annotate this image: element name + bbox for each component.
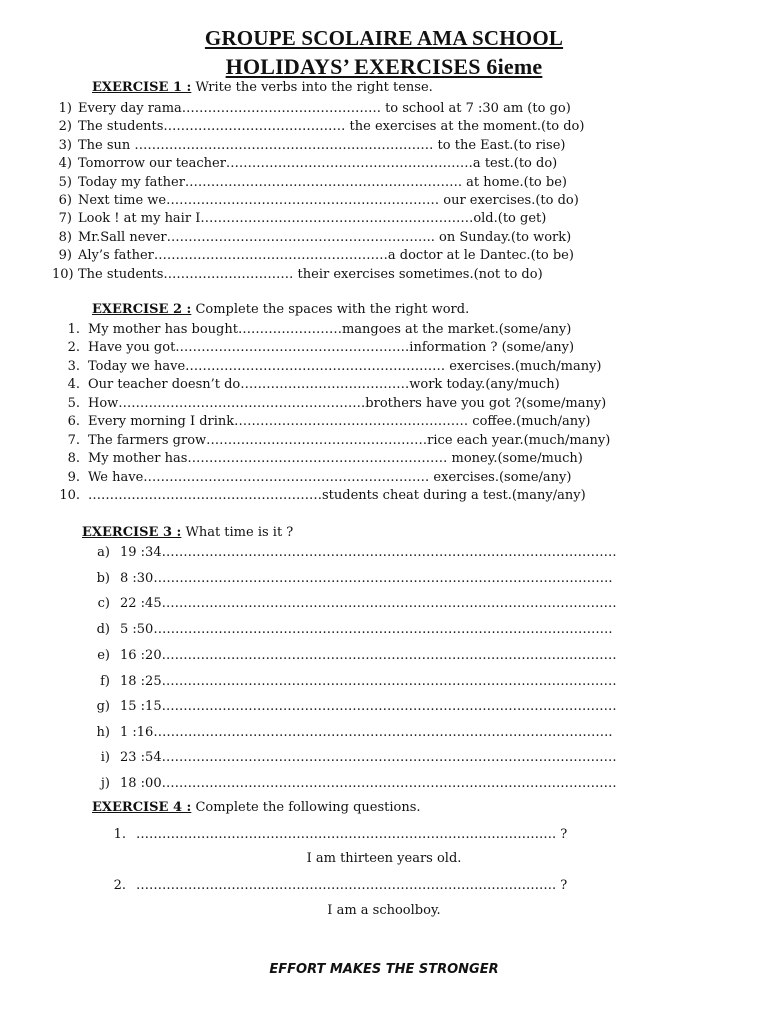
exercise-1-item: 2) The students…………………………………… the exercises at the moment.(to do): [58, 119, 585, 134]
exercise-3-item: h) 1 :16…………………………………………………………………………………………….: [96, 725, 613, 740]
exercise-2-item: 5. How…………………………………………………brothers have you got ?(some/many): [67, 396, 607, 411]
exercise-3-item: i) 23 :54……………………………………………………………………………………………: [100, 750, 617, 765]
exercise-4-question: 2. ……………………………………………………………………………………. ?: [113, 878, 568, 893]
school-name: GROUPE SCOLAIRE AMA SCHOOL: [204, 26, 564, 50]
exercise-1-item: 7) Look ! at my hair I………………………………………………………old.(to get): [58, 211, 547, 226]
exercise-1-item: 6) Next time we……………………………………………………… our exercises.(to do): [58, 193, 579, 208]
exercise-2-item: 3. Today we have…………………………………………………… exercises.(much/many): [67, 359, 602, 374]
worksheet-title: HOLIDAYS’ EXERCISES 6ieme: [225, 54, 543, 79]
footer-motto: EFFORT MAKES THE STRONGER: [269, 962, 499, 977]
exercise-1-instruction: Write the verbs into the right tense.: [191, 80, 433, 95]
exercise-4-instruction: Complete the following questions.: [191, 800, 421, 815]
exercise-3-item: c) 22 :45……………………………………………………………………………………………: [97, 596, 617, 611]
exercise-3-item: f) 18 :25……………………………………………………………………………………………: [100, 674, 617, 689]
exercise-4-answer: I am thirteen years old.: [306, 851, 462, 866]
exercise-2-item: 7. The farmers grow……………………………………………rice each year.(much/many): [67, 433, 611, 448]
exercise-1-item: 9) Aly’s father………………………………………………a doctor at le Dantec.(to be): [58, 248, 574, 263]
exercise-1-item: 10) The students………………………… their exercises sometimes.(not to do): [52, 267, 543, 282]
exercise-4-heading: [92, 800, 421, 815]
exercise-3-item: d) 5 :50…………………………………………………………………………………………….: [96, 622, 613, 637]
exercise-2-item: 10. ………………………………………………students cheat during a test.(many/any): [59, 488, 586, 503]
exercise-3-item: b) 8 :30…………………………………………………………………………………………….: [96, 571, 613, 586]
exercise-1-item: 1) Every day rama………………………………………. to school at 7 :30 am (to go): [58, 101, 571, 116]
exercise-2-item: 2. Have you got………………………………………………information ? (some/any): [67, 340, 575, 355]
exercise-4-answer: I am a schoolboy.: [327, 903, 441, 918]
exercise-1-item: 8) Mr.Sall never…………………………………………………….. on Sunday.(to work): [58, 230, 572, 245]
exercise-1-item: 5) Today my father………………………………………………………. at home.(to be): [58, 175, 567, 190]
exercise-2-item: 4. Our teacher doesn’t do…………………………………work today.(any/much): [67, 377, 560, 392]
exercise-4-question: 1. ……………………………………………………………………………………. ?: [113, 827, 568, 842]
exercise-2-item: 6. Every morning I drink……………………………………………… coffee.(much/any): [67, 414, 591, 429]
exercise-2-item: 8. My mother has…………………………………………………… money.(some/much): [67, 451, 583, 466]
exercise-4-label: EXERCISE 4 :: [92, 800, 192, 815]
exercise-3-label: EXERCISE 3 :: [82, 525, 182, 540]
exercise-3-item: a) 19 :34……………………………………………………………………………………………: [97, 545, 617, 560]
exercise-1-label: EXERCISE 1 :: [92, 80, 192, 95]
exercise-3-item: e) 16 :20……………………………………………………………………………………………: [97, 648, 617, 663]
exercise-3-item: g) 15 :15……………………………………………………………………………………………: [96, 699, 617, 714]
exercise-2-item: 9. We have………………………………………………………… exercises.(some/any): [67, 470, 572, 485]
exercise-1-heading: [92, 80, 433, 95]
exercise-3-heading: [82, 525, 293, 540]
exercise-1-item: 3) The sun …………………………………………………………… to the East.(to rise): [58, 138, 566, 153]
exercise-2-label: EXERCISE 2 :: [92, 302, 192, 317]
exercise-3-item: j) 18 :00……………………………………………………………………………………………: [100, 776, 617, 791]
exercise-3-instruction: What time is it ?: [181, 525, 294, 540]
exercise-1-item: 4) Tomorrow our teacher…………………………………………………a test.(to do): [58, 156, 558, 171]
exercise-2-instruction: Complete the spaces with the right word.: [191, 302, 470, 317]
exercise-2-item: 1. My mother has bought……………………mangoes at the market.(some/any): [67, 322, 572, 337]
exercise-2-heading: [92, 302, 469, 317]
